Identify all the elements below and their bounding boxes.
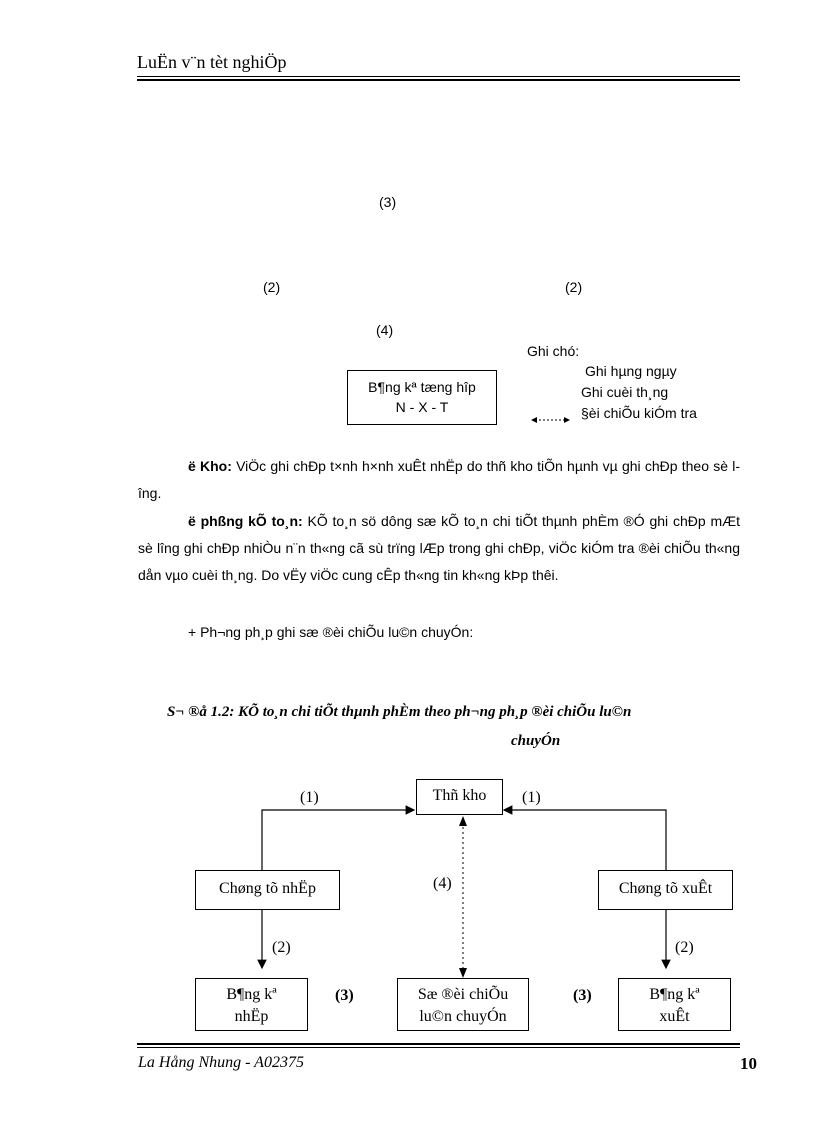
page-number: 10 — [740, 1054, 757, 1073]
box-bang-ke-xuat — [618, 978, 731, 1031]
arrow-nhap-to-thukho — [262, 810, 414, 870]
summary-box-line1: B¶ng kª tæng hîp — [368, 379, 476, 395]
legend-monthly: Ghi cuèi th¸ng — [581, 384, 669, 400]
box-thu-kho — [416, 779, 503, 815]
paragraph-ketoan-text: KÕ to¸n sö dông sæ kÕ to¸n chi tiÕt thµnh phÈm ®Ó ghi chÐp mÆt sè lîng ghi chÐp nhiÒu n¨n th«ng cã sù trïng lÆp trong ghi chÐp, viÖc kiÓm tra ®èi chiÕu th«ng dån vµo cuèi th¸ng. Do vËy viÖc cung cÊp th«ng tin kh«ng kÞp thêi. — [138, 513, 740, 583]
legend-daily: Ghi hµng ngµy — [585, 363, 677, 379]
box-so-doi-chieu-line1: Sæ ®èi chiÕu — [417, 986, 509, 1003]
label-1-right: (1) — [522, 789, 541, 806]
box-bang-ke-nhap — [195, 978, 308, 1031]
top-label-2-right: (2) — [565, 279, 583, 295]
box-chung-tu-nhap — [195, 870, 340, 910]
box-chung-tu-xuat-label: Chøng tõ xuÊt — [618, 880, 713, 897]
label-2-left: (2) — [272, 939, 291, 956]
top-label-2-left: (2) — [263, 279, 281, 295]
legend-title: Ghi chó: — [527, 343, 580, 359]
label-4: (4) — [433, 875, 452, 892]
paragraph-kho-lead: ë Kho: — [188, 458, 232, 474]
box-chung-tu-nhap-label: Chøng tõ nhËp — [219, 880, 316, 897]
box-bang-ke-nhap-line2: nhËp — [234, 1008, 269, 1025]
paragraph-ketoan-lead: ë phßng kÕ to¸n: — [188, 513, 303, 529]
label-2-right: (2) — [675, 939, 694, 956]
footer-author: La Hång Nhung - A02375 — [138, 1054, 304, 1071]
label-3-left: (3) — [335, 987, 354, 1004]
running-header-title: LuËn v¨n tèt nghiÖp — [137, 52, 287, 72]
box-so-doi-chieu-line2: lu©n chuyÓn — [419, 1008, 507, 1025]
legend-dotted-arrow-tail — [531, 417, 537, 423]
diagram-caption-line2: chuyÓn — [511, 733, 561, 749]
dotted-arrow-down — [459, 968, 467, 978]
label-1-left: (1) — [300, 789, 319, 806]
box-bang-ke-nhap-line1: B¶ng kª — [226, 986, 277, 1003]
paragraph-kho-text: ViÖc ghi chÐp t×nh h×nh xuÊt nhËp do thñ kho tiÕn hµnh vµ ghi chÐp theo sè lîng. — [138, 458, 740, 501]
summary-box-line2: N - X - T — [395, 399, 449, 415]
box-so-doi-chieu — [397, 978, 529, 1031]
footer-rule-thin — [137, 1047, 740, 1048]
dotted-arrow-up — [459, 816, 467, 826]
diagram-caption-line1: S¬ ®å 1.2: KÕ to¸n chi tiÕt thµnh phÈm theo ph¬ng ph¸p ®èi chiÕu lu©n — [167, 704, 632, 720]
box-thu-kho-label: Thñ kho — [432, 787, 487, 804]
label-3-right: (3) — [573, 987, 592, 1004]
box-bang-ke-xuat-line2: xuÊt — [659, 1008, 690, 1025]
paragraph-method: + Ph¬ng ph¸p ghi sæ ®èi chiÕu lu©n chuyÓn: — [188, 624, 474, 640]
top-label-3: (3) — [379, 194, 397, 210]
footer-rule-thick — [137, 1043, 740, 1045]
legend-check: §èi chiÕu kiÓm tra — [581, 405, 697, 421]
top-label-4: (4) — [376, 322, 394, 338]
arrow-xuat-to-thukho — [504, 810, 666, 870]
box-chung-tu-xuat — [598, 870, 733, 910]
box-bang-ke-xuat-line1: B¶ng kª — [649, 986, 700, 1003]
